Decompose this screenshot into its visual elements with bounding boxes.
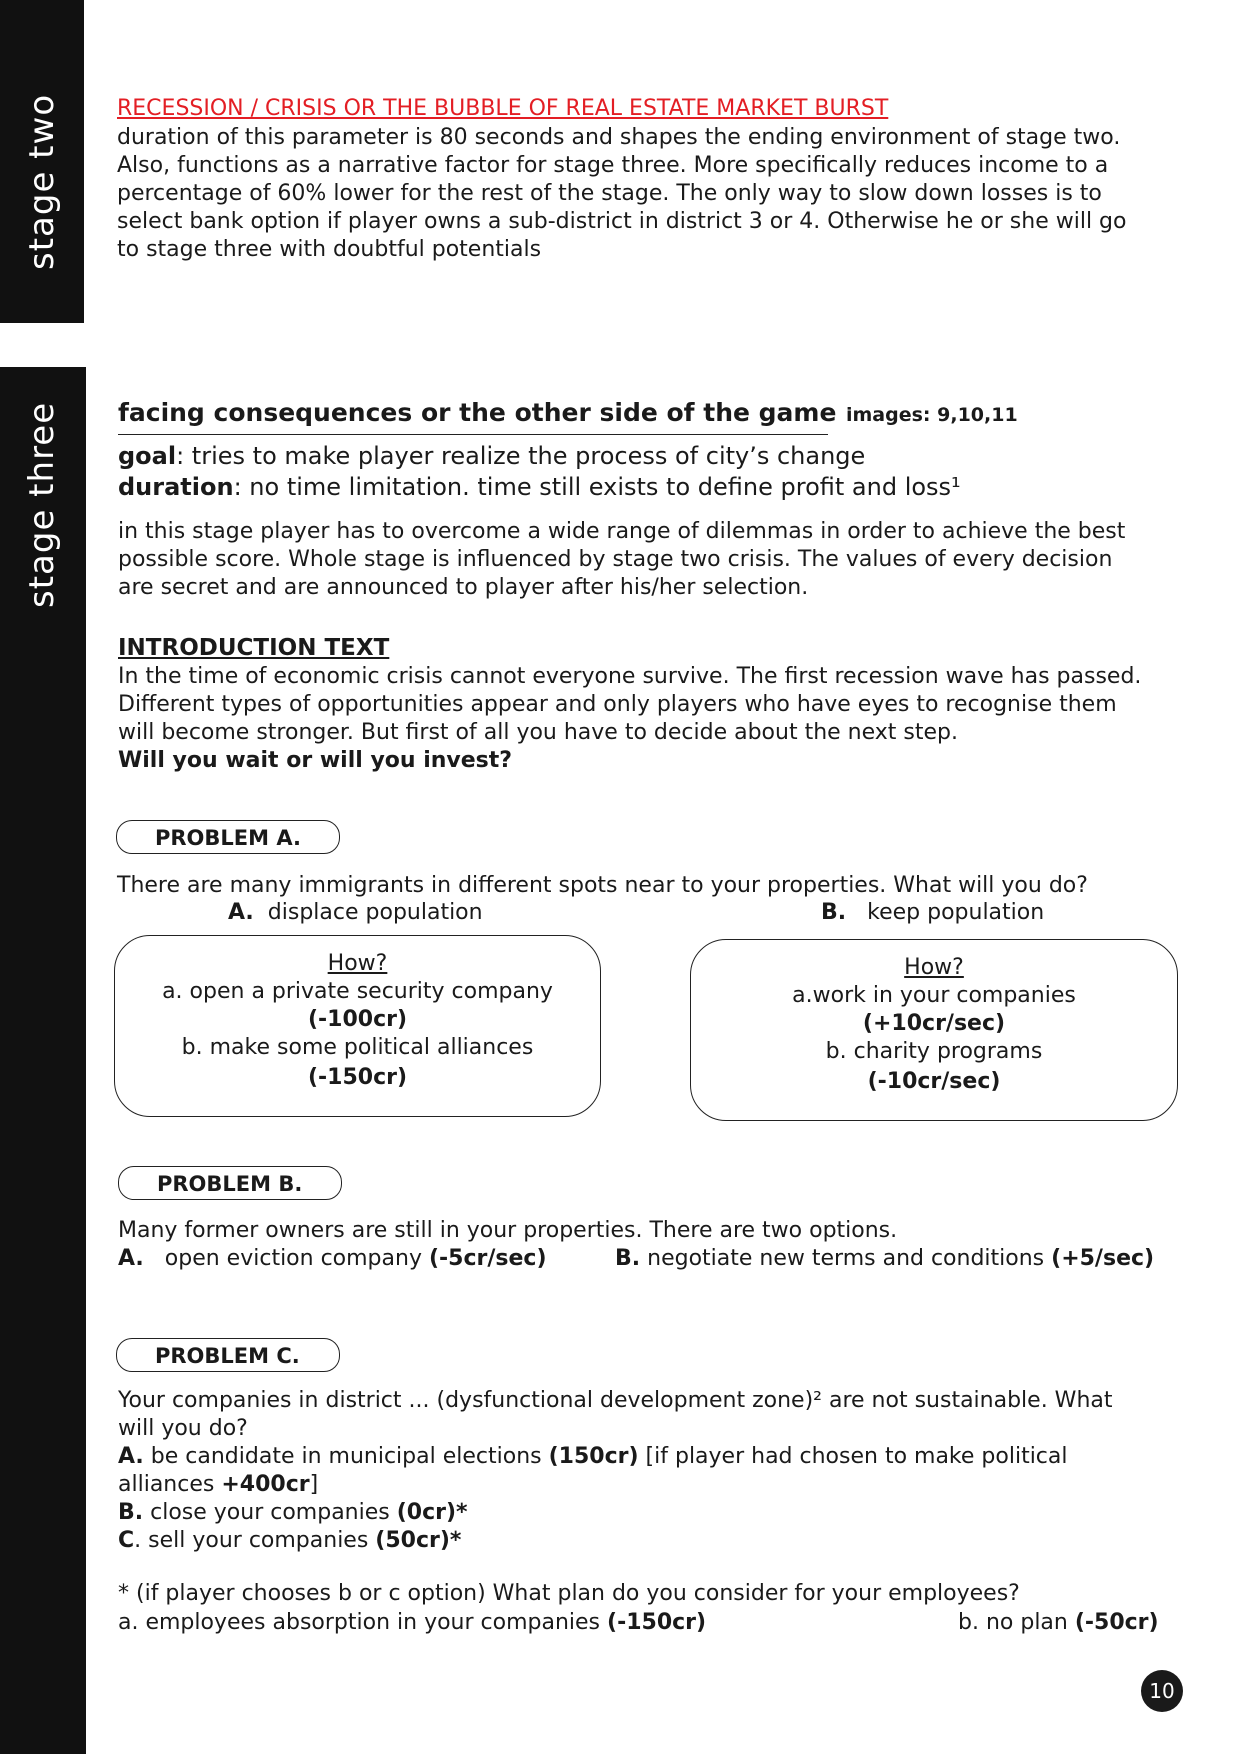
duration-line [118, 471, 961, 503]
box-cost: (+10cr/sec) [862, 1011, 1006, 1036]
problem-a-box-a [114, 935, 601, 1117]
introduction-question: Will you wait or will you invest? [118, 748, 513, 773]
option-letter: A. [118, 1444, 144, 1469]
images-reference: images: 9,10,11 [846, 404, 1018, 426]
introduction-heading: INTRODUCTION TEXT [118, 635, 390, 661]
problem-a-option-a [228, 899, 483, 927]
stage-three-label: stage three [22, 401, 62, 608]
option-value: (+5/sec) [1051, 1246, 1155, 1271]
goal-line [118, 440, 865, 472]
problem-a-label: PROBLEM A. [116, 820, 340, 854]
stage-three-intro [118, 518, 1218, 602]
note-option-value: (-50cr) [1074, 1610, 1159, 1635]
option-text: close your companies [143, 1500, 397, 1525]
problem-c-note: * (if player chooses b or c option) What plan do you consider for your employees? [118, 1581, 1020, 1606]
option-text: displace population [267, 900, 483, 925]
option-value: (50cr)* [375, 1528, 462, 1553]
text-line: select bank option if player owns a sub-district in district 3 or 4. Otherwise he or she will go [117, 209, 1127, 234]
box-item: a.work in your companies [792, 983, 1076, 1008]
how-label: How? [904, 955, 964, 980]
option-letter: B. [615, 1246, 641, 1271]
option-value: (0cr)* [396, 1500, 468, 1525]
box-cost: (-10cr/sec) [867, 1069, 1001, 1094]
option-condition: alliances [118, 1472, 222, 1497]
goal-label: goal [118, 442, 177, 470]
text-line: In the time of economic crisis cannot everyone survive. The first recession wave has passed. [118, 664, 1142, 689]
stage-three-title: facing consequences or the other side of the game [118, 398, 837, 427]
text-line: duration of this parameter is 80 seconds and shapes the ending environment of stage two. [117, 125, 1121, 150]
option-value: +400cr [221, 1472, 310, 1497]
goal-text: : tries to make player realize the process of city’s change [176, 442, 866, 470]
text-line: percentage of 60% lower for the rest of the stage. The only way to slow down losses is to [117, 181, 1102, 206]
box-item: a. open a private security company [162, 979, 553, 1004]
problem-c-label: PROBLEM C. [116, 1338, 340, 1372]
text-line: are secret and are announced to player after his/her selection. [118, 575, 809, 600]
option-letter: C [118, 1528, 135, 1553]
problem-c-body [118, 1387, 1228, 1555]
text-line: Different types of opportunities appear and only players who have eyes to recognise them [118, 692, 1117, 717]
note-option-text: b. no plan [958, 1610, 1075, 1635]
text-line: possible score. Whole stage is influenced by stage two crisis. The values of every decision [118, 547, 1113, 572]
text-line: Your companies in district ... (dysfunctional development zone)² are not sustainable. What [118, 1388, 1113, 1413]
option-condition: [if player had chosen to make political [638, 1444, 1068, 1469]
box-cost: (-150cr) [307, 1065, 408, 1090]
problem-a-box-b [690, 939, 1178, 1121]
problem-b-option-a [118, 1245, 547, 1273]
duration-text: : no time limitation. time still exists to define profit and loss¹ [233, 473, 961, 501]
option-text: negotiate new terms and conditions [640, 1246, 1052, 1271]
introduction-text [118, 663, 1228, 775]
option-letter: A. [118, 1246, 144, 1271]
option-text: open eviction company [164, 1246, 429, 1271]
text-line: in this stage player has to overcome a wide range of dilemmas in order to achieve the best [118, 519, 1126, 544]
problem-b-label: PROBLEM B. [118, 1166, 342, 1200]
stage-two-label: stage two [22, 93, 62, 270]
box-cost: (-100cr) [307, 1007, 408, 1032]
option-text: keep population [867, 900, 1045, 925]
option-a-line-2 [118, 1471, 1228, 1499]
note-option-text: a. employees absorption in your companies [118, 1610, 608, 1635]
title-underline [118, 434, 828, 435]
problem-c-note-a [118, 1609, 706, 1637]
stage-two-text [117, 124, 1217, 264]
option-text: . sell your companies [134, 1528, 376, 1553]
duration-label: duration [118, 473, 234, 501]
text-line: will become stronger. But first of all you have to decide about the next step. [118, 720, 958, 745]
box-item: b. make some political alliances [181, 1035, 534, 1060]
option-a-line [118, 1443, 1228, 1471]
note-option-value: (-150cr) [607, 1610, 707, 1635]
text-line: will you do? [118, 1416, 248, 1441]
option-letter: B. [821, 900, 847, 925]
option-value: (-5cr/sec) [428, 1246, 547, 1271]
problem-c-note-b [958, 1609, 1159, 1637]
stage-two-heading: RECESSION / CRISIS OR THE BUBBLE OF REAL ESTATE MARKET BURST [117, 96, 889, 121]
option-letter: B. [118, 1500, 144, 1525]
option-condition-end: ] [309, 1472, 319, 1497]
page-number: 10 [1141, 1670, 1183, 1712]
box-item: b. charity programs [825, 1039, 1043, 1064]
problem-b-option-b [615, 1245, 1154, 1273]
option-letter: A. [228, 900, 254, 925]
how-label: How? [327, 951, 388, 976]
problem-a-option-b [821, 899, 1044, 927]
option-value: (150cr) [548, 1444, 639, 1469]
option-b-line [118, 1499, 1228, 1527]
option-c-line [118, 1527, 1228, 1555]
problem-b-question: Many former owners are still in your properties. There are two options. [118, 1218, 898, 1243]
text-line: Also, functions as a narrative factor for stage three. More specifically reduces income to a [117, 153, 1109, 178]
text-line: to stage three with doubtful potentials [117, 237, 542, 262]
option-text: be candidate in municipal elections [143, 1444, 549, 1469]
problem-a-question: There are many immigrants in different spots near to your properties. What will you do? [117, 873, 1088, 898]
